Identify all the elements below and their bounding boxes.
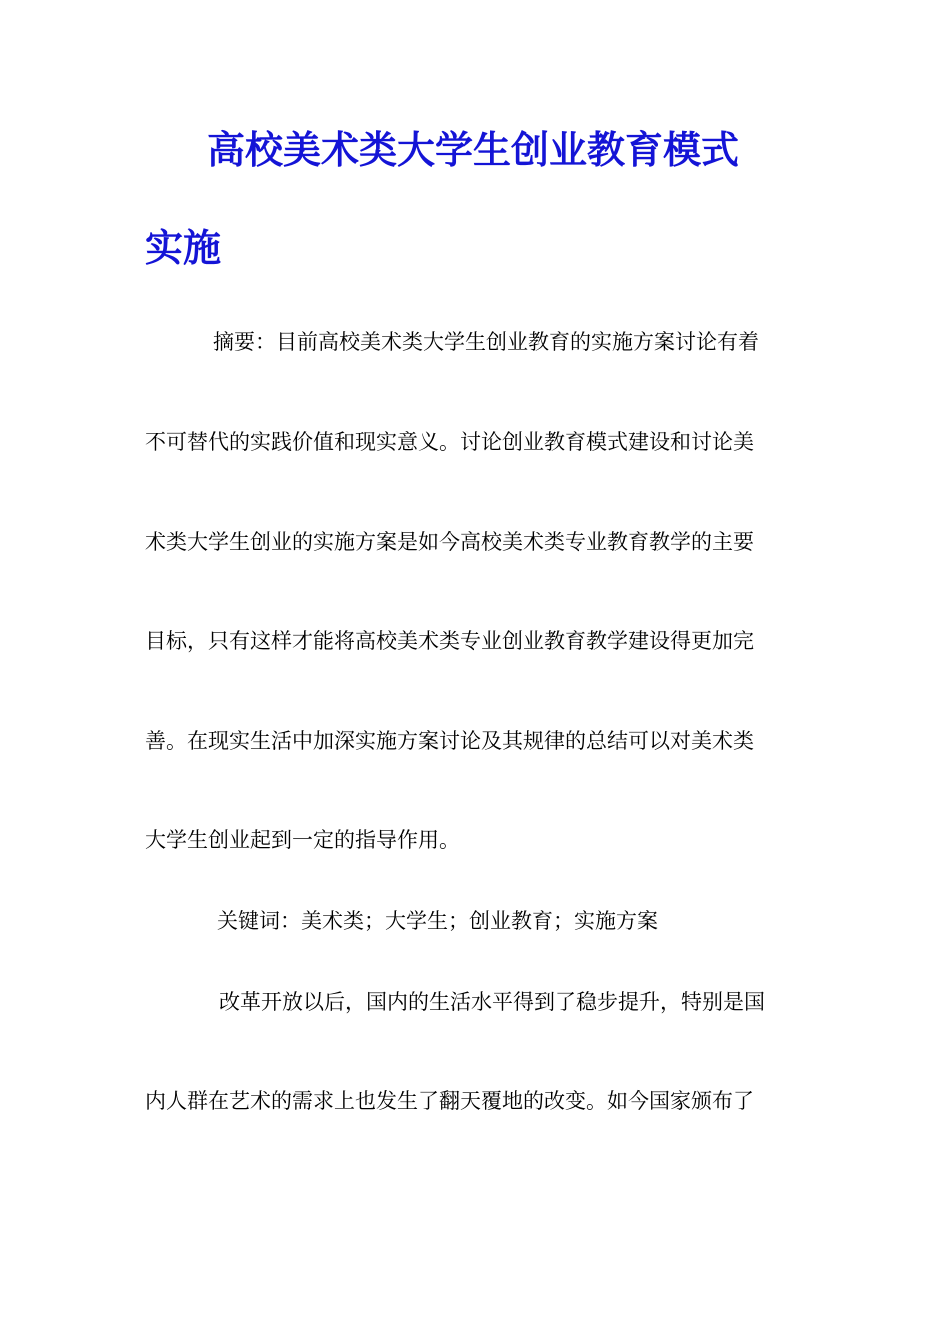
abstract-line-4: 目标，只有这样才能将高校美术类专业创业教育教学建设得更加完 [145,629,754,653]
keywords-line: 关键词：美术类；大学生；创业教育；实施方案 [217,909,658,933]
abstract-line-2: 不可替代的实践价值和现实意义。讨论创业教育模式建设和讨论美 [145,430,754,454]
body-line-1: 改革开放以后，国内的生活水平得到了稳步提升，特别是国 [219,990,765,1014]
body-line-2: 内人群在艺术的需求上也发生了翻天覆地的改变。如今国家颁布了 [145,1089,754,1113]
document-title-line-2: 实施 [145,225,222,270]
document-title-line-1: 高校美术类大学生创业教育模式 [207,127,740,172]
abstract-line-5: 善。在现实生活中加深实施方案讨论及其规律的总结可以对美术类 [145,729,754,753]
abstract-line-3: 术类大学生创业的实施方案是如今高校美术类专业教育教学的主要 [145,530,754,554]
abstract-line-6: 大学生创业起到一定的指导作用。 [145,828,460,852]
abstract-line-1: 摘要：目前高校美术类大学生创业教育的实施方案讨论有着 [213,330,759,354]
